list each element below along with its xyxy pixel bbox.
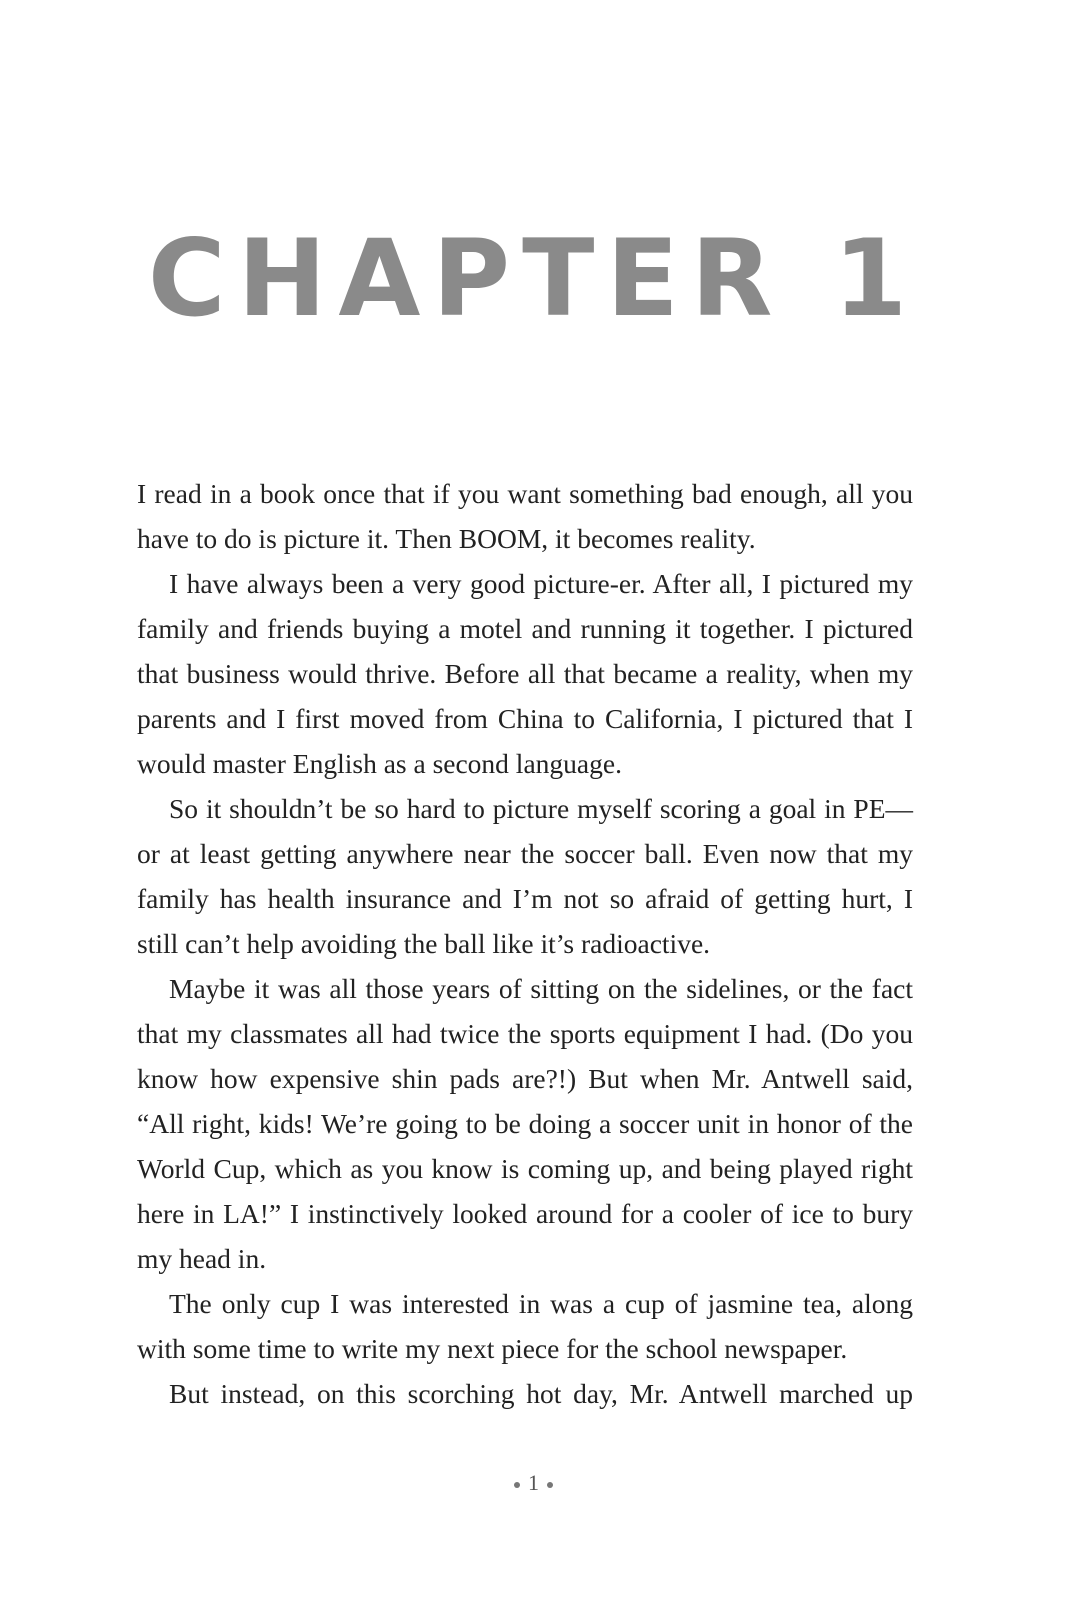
text-line: with some time to write my next piece for the school newspaper.: [137, 1333, 848, 1364]
text-line: have to do is picture it. Then BOOM, it becomes reality.: [137, 523, 756, 554]
text-line: know how expensive shin pads are?!) But when Mr. Antwell said,: [137, 1063, 913, 1094]
text-line: family and friends buying a motel and running it together. I pictured: [137, 613, 913, 644]
paragraph-4: [137, 966, 913, 1281]
text-line: or at least getting anywhere near the soccer ball. Even now that my: [137, 838, 913, 869]
text-line: Maybe it was all those years of sitting on the sidelines, or the fact: [169, 973, 913, 1004]
paragraph-3: [137, 786, 913, 966]
paragraph-1: [137, 471, 913, 561]
body-text: [137, 471, 913, 1416]
text-line: I read in a book once that if you want something bad enough, all you: [137, 478, 913, 509]
page-number-value: 1: [528, 1470, 539, 1495]
text-line: family has health insurance and I’m not so afraid of getting hurt, I: [137, 883, 913, 914]
paragraph-2: [137, 561, 913, 786]
paragraph-6: [137, 1371, 913, 1416]
text-line: that business would thrive. Before all that became a reality, when my: [137, 658, 913, 689]
text-line: World Cup, which as you know is coming up, and being played right: [137, 1153, 913, 1184]
text-line: here in LA!” I instinctively looked around for a cooler of ice to bury: [137, 1198, 913, 1229]
text-line: parents and I first moved from China to California, I pictured that I: [137, 703, 913, 734]
text-line: would master English as a second language.: [137, 748, 622, 779]
text-line: “All right, kids! We’re going to be doing a soccer unit in honor of the: [137, 1108, 913, 1139]
page-number: [0, 1470, 1067, 1496]
text-line: So it shouldn’t be so hard to picture myself scoring a goal in PE—: [169, 793, 913, 824]
folio-dot-left: [514, 1482, 520, 1488]
text-line: still can’t help avoiding the ball like it’s radioactive.: [137, 928, 711, 959]
text-line: The only cup I was interested in was a cup of jasmine tea, along: [169, 1288, 913, 1319]
paragraph-5: [137, 1281, 913, 1371]
folio-dot-right: [547, 1482, 553, 1488]
text-line: that my classmates all had twice the sports equipment I had. (Do you: [137, 1018, 913, 1049]
text-line: But instead, on this scorching hot day, Mr. Antwell marched up: [169, 1378, 913, 1409]
chapter-title: CHAPTER 1: [147, 217, 920, 340]
text-line: I have always been a very good picture-er. After all, I pictured my: [169, 568, 913, 599]
text-line: my head in.: [137, 1243, 267, 1274]
